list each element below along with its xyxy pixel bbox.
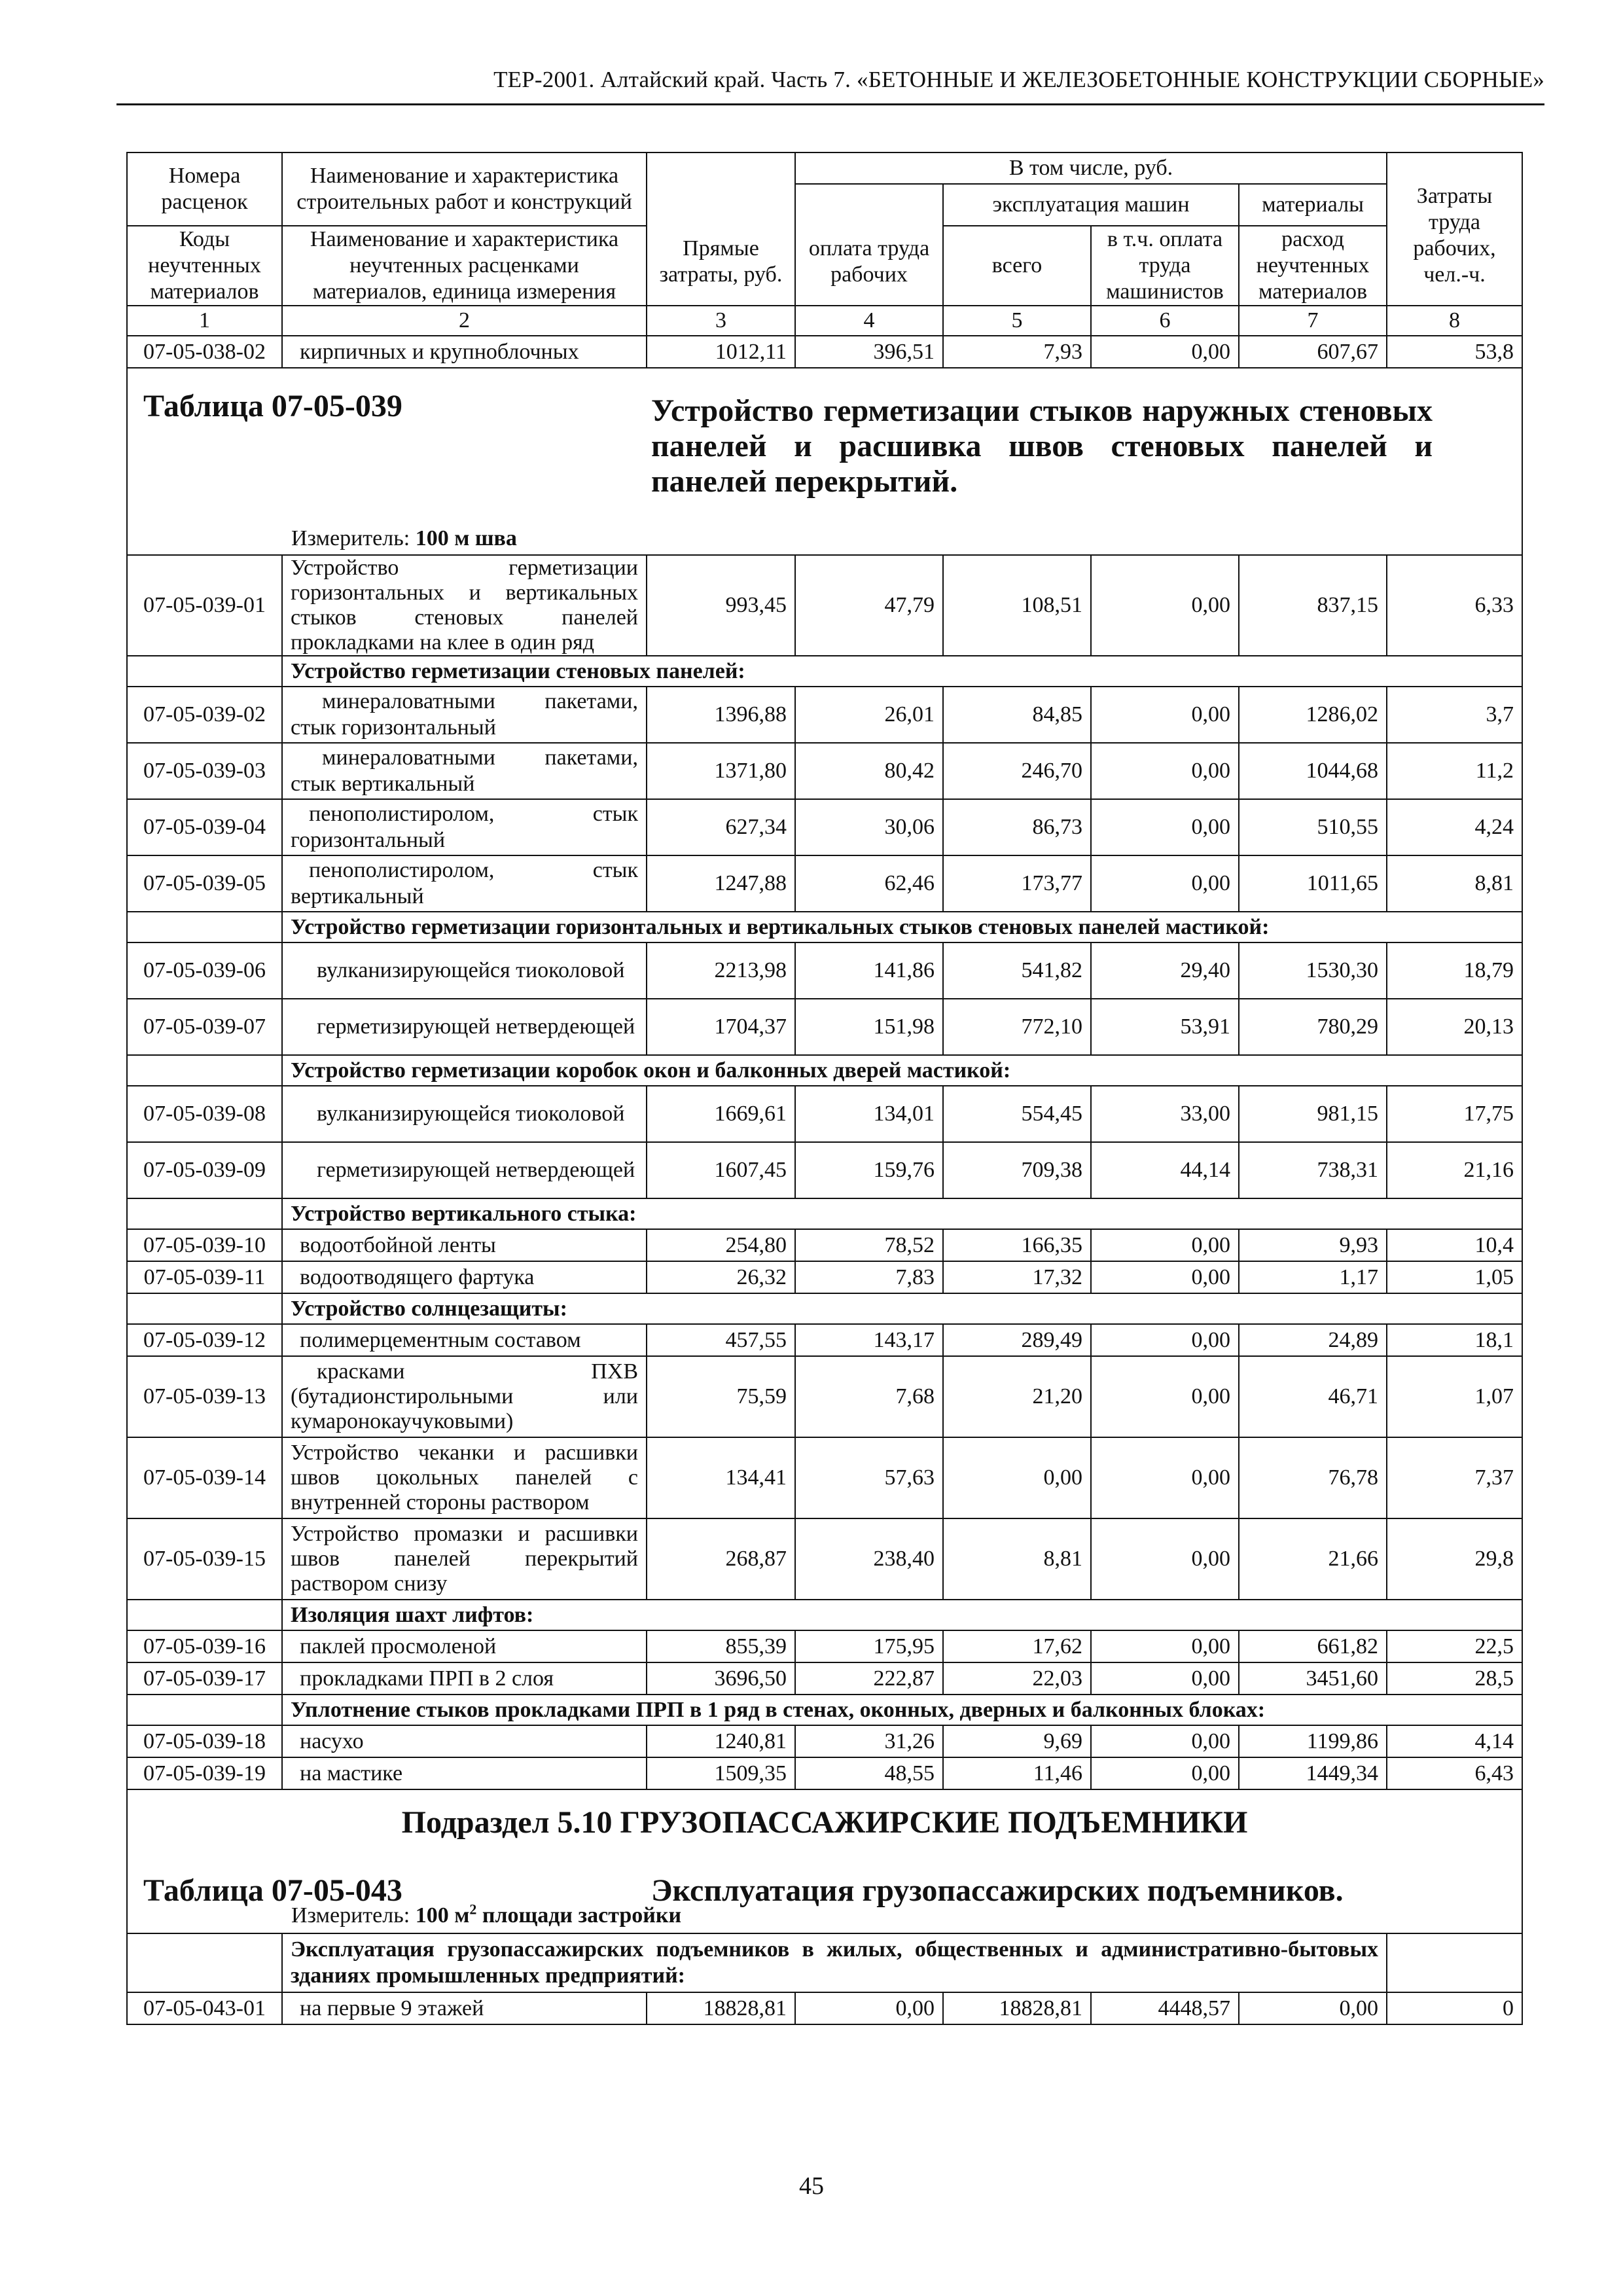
materials-value: 981,15 xyxy=(1239,1086,1387,1142)
table-row xyxy=(127,687,1522,743)
rate-code: 07-05-039-15 xyxy=(127,1518,282,1600)
direct-costs-value: 1371,80 xyxy=(647,743,795,799)
labor-hours-value: 20,13 xyxy=(1387,999,1522,1055)
machinist-pay-value: 0,00 xyxy=(1091,1662,1239,1695)
labor-hours-value: 29,8 xyxy=(1387,1518,1522,1600)
machine-total-value: 17,32 xyxy=(943,1261,1091,1293)
rate-name: Устройство герметизации горизонтальных и вертикальных стыков стеновых панелей прокладками на клее в один ряд xyxy=(282,555,647,656)
labor-hours-value: 10,4 xyxy=(1387,1229,1522,1261)
labor-pay-value: 222,87 xyxy=(795,1662,943,1695)
machine-total-value: 17,62 xyxy=(943,1630,1091,1662)
materials-value: 24,89 xyxy=(1239,1324,1387,1356)
col-number: 6 xyxy=(1091,306,1239,336)
labor-pay-value: 143,17 xyxy=(795,1324,943,1356)
materials-value: 1,17 xyxy=(1239,1261,1387,1293)
machinist-pay-value: 0,00 xyxy=(1091,1757,1239,1789)
machine-total-value: 86,73 xyxy=(943,799,1091,855)
labor-hours-value: 53,8 xyxy=(1387,336,1522,368)
col-material-names: Наименование и характеристика неучтенных расценками материалов, единица измерения xyxy=(282,226,647,306)
materials-value: 0,00 xyxy=(1239,1992,1387,2024)
rate-code: 07-05-039-01 xyxy=(127,555,282,656)
direct-costs-value: 855,39 xyxy=(647,1630,795,1662)
col-number: 8 xyxy=(1387,306,1522,336)
machinist-pay-value: 0,00 xyxy=(1091,1725,1239,1757)
rate-code: 07-05-039-03 xyxy=(127,743,282,799)
rate-code: 07-05-039-08 xyxy=(127,1086,282,1142)
labor-hours-value: 4,14 xyxy=(1387,1725,1522,1757)
machinist-pay-value: 0,00 xyxy=(1091,555,1239,656)
labor-hours-value: 4,24 xyxy=(1387,799,1522,855)
rate-name: на первые 9 этажей xyxy=(282,1992,647,2024)
section-title: Устройство герметизации коробок окон и балконных дверей мастикой: xyxy=(282,1055,1522,1086)
rate-code: 07-05-039-17 xyxy=(127,1662,282,1695)
machine-total-value: 21,20 xyxy=(943,1356,1091,1437)
rate-name: минераловатными пакетами, стык горизонтальный xyxy=(282,687,647,743)
rate-code: 07-05-039-06 xyxy=(127,942,282,999)
machinist-pay-value: 0,00 xyxy=(1091,336,1239,368)
direct-costs-value: 254,80 xyxy=(647,1229,795,1261)
rate-code: 07-05-039-12 xyxy=(127,1324,282,1356)
rate-name: водоотводящего фартука xyxy=(282,1261,647,1293)
machine-total-value: 108,51 xyxy=(943,555,1091,656)
measure-value: 100 $м^2$ площади застройки xyxy=(415,1901,682,1928)
section-row xyxy=(127,912,1522,942)
direct-costs-value: 268,87 xyxy=(647,1518,795,1600)
rate-name: прокладками ПРП в 2 слоя xyxy=(282,1662,647,1695)
materials-value: 837,15 xyxy=(1239,555,1387,656)
materials-value: 46,71 xyxy=(1239,1356,1387,1437)
rate-code: 07-05-039-07 xyxy=(127,999,282,1055)
table-row xyxy=(127,1142,1522,1198)
labor-pay-value: 134,01 xyxy=(795,1086,943,1142)
table-row xyxy=(127,743,1522,799)
column-header-row-1 xyxy=(127,152,1522,184)
col-number: 7 xyxy=(1239,306,1387,336)
rate-code: 07-05-039-14 xyxy=(127,1437,282,1518)
section-row xyxy=(127,656,1522,687)
rate-name: красками ПХВ (бутадионстирольными или кумаронокаучуковыми) xyxy=(282,1356,647,1437)
section-title: Устройство вертикального стыка: xyxy=(282,1198,1522,1229)
rate-name: кирпичных и крупноблочных xyxy=(282,336,647,368)
machine-total-value: 8,81 xyxy=(943,1518,1091,1600)
labor-pay-value: 7,83 xyxy=(795,1261,943,1293)
subsection-heading xyxy=(128,1790,1522,1933)
labor-pay-value: 141,86 xyxy=(795,942,943,999)
rate-name: вулканизирующейся тиоколовой xyxy=(282,942,647,999)
labor-pay-value: 47,79 xyxy=(795,555,943,656)
machine-total-value: 84,85 xyxy=(943,687,1091,743)
column-number-row xyxy=(127,306,1522,336)
materials-value: 21,66 xyxy=(1239,1518,1387,1600)
labor-hours-value: 11,2 xyxy=(1387,743,1522,799)
table-043-label: Таблица 07-05-043 xyxy=(143,1873,402,1908)
machine-total-value: 11,46 xyxy=(943,1757,1091,1789)
machine-total-value: 9,69 xyxy=(943,1725,1091,1757)
labor-hours-value: 18,79 xyxy=(1387,942,1522,999)
table-row xyxy=(127,1992,1522,2024)
rate-code: 07-05-039-13 xyxy=(127,1356,282,1437)
materials-value: 3451,60 xyxy=(1239,1662,1387,1695)
section-title: Эксплуатация грузопассажирских подъемников в жилых, общественных и административно-бытовых зданиях промышленных предприятий: xyxy=(282,1933,1387,1992)
labor-pay-value: 80,42 xyxy=(795,743,943,799)
machine-total-value: 166,35 xyxy=(943,1229,1091,1261)
col-labor-costs: Затраты труда рабочих, чел.-ч. xyxy=(1387,152,1522,306)
machinist-pay-value: 0,00 xyxy=(1091,1630,1239,1662)
col-material-codes: Коды неучтенных материалов xyxy=(127,226,282,306)
labor-hours-value: 28,5 xyxy=(1387,1662,1522,1695)
rate-code: 07-05-038-02 xyxy=(127,336,282,368)
machinist-pay-value: 29,40 xyxy=(1091,942,1239,999)
materials-value: 1199,86 xyxy=(1239,1725,1387,1757)
machinist-pay-value: 0,00 xyxy=(1091,743,1239,799)
rate-name: на мастике xyxy=(282,1757,647,1789)
table-043-title: Эксплуатация грузопассажирских подъемников. xyxy=(651,1873,1344,1908)
table-row xyxy=(127,1630,1522,1662)
direct-costs-value: 1396,88 xyxy=(647,687,795,743)
machine-total-value: 22,03 xyxy=(943,1662,1091,1695)
labor-pay-value: 31,26 xyxy=(795,1725,943,1757)
materials-value: 1530,30 xyxy=(1239,942,1387,999)
materials-value: 780,29 xyxy=(1239,999,1387,1055)
rate-code: 07-05-039-16 xyxy=(127,1630,282,1662)
machine-total-value: 0,00 xyxy=(943,1437,1091,1518)
labor-pay-value: 7,68 xyxy=(795,1356,943,1437)
materials-value: 661,82 xyxy=(1239,1630,1387,1662)
running-header: ТЕР-2001. Алтайский край. Часть 7. «БЕТОННЫЕ И ЖЕЛЕЗОБЕТОННЫЕ КОНСТРУКЦИИ СБОРНЫЕ» xyxy=(493,67,1544,92)
section-title: Устройство герметизации горизонтальных и вертикальных стыков стеновых панелей мастикой: xyxy=(282,912,1522,942)
machinist-pay-value: 4448,57 xyxy=(1091,1992,1239,2024)
table-row xyxy=(127,1356,1522,1437)
labor-pay-value: 26,01 xyxy=(795,687,943,743)
table-row xyxy=(127,555,1522,656)
col-machinist-pay: в т.ч. оплата труда машинистов xyxy=(1091,226,1239,306)
table-row xyxy=(127,1662,1522,1695)
materials-value: 1044,68 xyxy=(1239,743,1387,799)
materials-value: 76,78 xyxy=(1239,1437,1387,1518)
col-number: 5 xyxy=(943,306,1091,336)
col-machine-ops: эксплуатация машин xyxy=(943,184,1239,226)
table-039-heading xyxy=(128,368,1522,554)
labor-pay-value: 151,98 xyxy=(795,999,943,1055)
labor-pay-value: 0,00 xyxy=(795,1992,943,2024)
machine-total-value: 7,93 xyxy=(943,336,1091,368)
labor-hours-value: 6,43 xyxy=(1387,1757,1522,1789)
labor-hours-value: 21,16 xyxy=(1387,1142,1522,1198)
labor-hours-value: 1,07 xyxy=(1387,1356,1522,1437)
labor-hours-value: 17,75 xyxy=(1387,1086,1522,1142)
direct-costs-value: 2213,98 xyxy=(647,942,795,999)
machinist-pay-value: 0,00 xyxy=(1091,1356,1239,1437)
rate-code: 07-05-039-11 xyxy=(127,1261,282,1293)
direct-costs-value: 1607,45 xyxy=(647,1142,795,1198)
rate-code: 07-05-039-10 xyxy=(127,1229,282,1261)
table-039-measure: Измеритель: 100 м шва xyxy=(291,526,517,550)
table-row xyxy=(127,1757,1522,1789)
section-title: Устройство герметизации стеновых панелей: xyxy=(282,656,1522,687)
col-number: 4 xyxy=(795,306,943,336)
rate-name: пенополистиролом, стык вертикальный xyxy=(282,855,647,912)
direct-costs-value: 3696,50 xyxy=(647,1662,795,1695)
table-row xyxy=(127,855,1522,912)
col-number: 3 xyxy=(647,306,795,336)
rate-name: герметизирующей нетвердеющей xyxy=(282,1142,647,1198)
table-043-measure: Измеритель: 100 $м^2$ площади застройки xyxy=(291,1901,682,1928)
machinist-pay-value: 0,00 xyxy=(1091,1229,1239,1261)
labor-pay-value: 57,63 xyxy=(795,1437,943,1518)
direct-costs-value: 627,34 xyxy=(647,799,795,855)
machine-total-value: 289,49 xyxy=(943,1324,1091,1356)
direct-costs-value: 75,59 xyxy=(647,1356,795,1437)
machinist-pay-value: 0,00 xyxy=(1091,799,1239,855)
labor-hours-value: 22,5 xyxy=(1387,1630,1522,1662)
machinist-pay-value: 33,00 xyxy=(1091,1086,1239,1142)
table-row xyxy=(127,799,1522,855)
machine-total-value: 173,77 xyxy=(943,855,1091,912)
section-title: Устройство солнцезащиты: xyxy=(282,1293,1522,1324)
materials-value: 510,55 xyxy=(1239,799,1387,855)
rate-name: паклей просмоленой xyxy=(282,1630,647,1662)
direct-costs-value: 1704,37 xyxy=(647,999,795,1055)
rate-name: водоотбойной ленты xyxy=(282,1229,647,1261)
machine-total-value: 554,45 xyxy=(943,1086,1091,1142)
machinist-pay-value: 0,00 xyxy=(1091,1518,1239,1600)
materials-value: 1449,34 xyxy=(1239,1757,1387,1789)
section-row xyxy=(127,1293,1522,1324)
labor-pay-value: 62,46 xyxy=(795,855,943,912)
rate-code: 07-05-039-04 xyxy=(127,799,282,855)
rate-name: минераловатными пакетами, стык вертикальный xyxy=(282,743,647,799)
rate-name: герметизирующей нетвердеющей xyxy=(282,999,647,1055)
col-rate-numbers: Номера расценок xyxy=(127,152,282,226)
labor-pay-value: 48,55 xyxy=(795,1757,943,1789)
table-row xyxy=(127,1086,1522,1142)
table-row xyxy=(127,1437,1522,1518)
machinist-pay-value: 0,00 xyxy=(1091,855,1239,912)
direct-costs-value: 1509,35 xyxy=(647,1757,795,1789)
machine-total-value: 246,70 xyxy=(943,743,1091,799)
header-rule xyxy=(116,103,1544,105)
labor-hours-value: 0 xyxy=(1387,1992,1522,2024)
col-including: В том числе, руб. xyxy=(795,152,1387,184)
page-number: 45 xyxy=(799,2172,824,2200)
col-direct-costs: Прямые затраты, руб. xyxy=(647,152,795,306)
direct-costs-value: 134,41 xyxy=(647,1437,795,1518)
labor-hours-value: 18,1 xyxy=(1387,1324,1522,1356)
labor-hours-value: 6,33 xyxy=(1387,555,1522,656)
table-row xyxy=(127,942,1522,999)
table-row xyxy=(127,1518,1522,1600)
table-row xyxy=(127,1324,1522,1356)
col-total: всего xyxy=(943,226,1091,306)
machinist-pay-value: 0,00 xyxy=(1091,687,1239,743)
section-title: Уплотнение стыков прокладками ПРП в 1 ряд в стенах, оконных, дверных и балконных блоках: xyxy=(282,1695,1522,1725)
rate-code: 07-05-039-19 xyxy=(127,1757,282,1789)
direct-costs-value: 1247,88 xyxy=(647,855,795,912)
rate-name: Устройство чеканки и расшивки швов цокольных панелей с внутренней стороны раствором xyxy=(282,1437,647,1518)
rate-code: 07-05-039-05 xyxy=(127,855,282,912)
table-row xyxy=(127,999,1522,1055)
rate-code: 07-05-039-18 xyxy=(127,1725,282,1757)
section-row xyxy=(127,1933,1522,1992)
machinist-pay-value: 0,00 xyxy=(1091,1324,1239,1356)
labor-hours-value: 3,7 xyxy=(1387,687,1522,743)
labor-pay-value: 396,51 xyxy=(795,336,943,368)
materials-value: 9,93 xyxy=(1239,1229,1387,1261)
table-row xyxy=(127,1261,1522,1293)
labor-hours-value: 8,81 xyxy=(1387,855,1522,912)
table-row xyxy=(127,1229,1522,1261)
machine-total-value: 709,38 xyxy=(943,1142,1091,1198)
rate-name: вулканизирующейся тиоколовой xyxy=(282,1086,647,1142)
labor-hours-value: 7,37 xyxy=(1387,1437,1522,1518)
labor-pay-value: 30,06 xyxy=(795,799,943,855)
machine-total-value: 772,10 xyxy=(943,999,1091,1055)
direct-costs-value: 1240,81 xyxy=(647,1725,795,1757)
section-row xyxy=(127,1600,1522,1630)
direct-costs-value: 1669,61 xyxy=(647,1086,795,1142)
direct-costs-value: 18828,81 xyxy=(647,1992,795,2024)
labor-hours-value: 1,05 xyxy=(1387,1261,1522,1293)
section-row xyxy=(127,1695,1522,1725)
subsection-heading-row xyxy=(127,1789,1522,1933)
labor-pay-value: 159,76 xyxy=(795,1142,943,1198)
col-labor-pay: оплата труда рабочих xyxy=(795,184,943,306)
machinist-pay-value: 53,91 xyxy=(1091,999,1239,1055)
section-row xyxy=(127,1055,1522,1086)
materials-value: 607,67 xyxy=(1239,336,1387,368)
measure-value: 100 м шва xyxy=(415,526,517,550)
direct-costs-value: 26,32 xyxy=(647,1261,795,1293)
col-unaccounted-materials: расход неучтенных материалов xyxy=(1239,226,1387,306)
rate-name: насухо xyxy=(282,1725,647,1757)
materials-value: 1011,65 xyxy=(1239,855,1387,912)
labor-pay-value: 175,95 xyxy=(795,1630,943,1662)
rate-name: полимерцементным составом xyxy=(282,1324,647,1356)
machinist-pay-value: 44,14 xyxy=(1091,1142,1239,1198)
direct-costs-value: 993,45 xyxy=(647,555,795,656)
materials-value: 738,31 xyxy=(1239,1142,1387,1198)
col-materials: материалы xyxy=(1239,184,1387,226)
machine-total-value: 18828,81 xyxy=(943,1992,1091,2024)
direct-costs-value: 1012,11 xyxy=(647,336,795,368)
machine-total-value: 541,82 xyxy=(943,942,1091,999)
rate-name: пенополистиролом, стык горизонтальный xyxy=(282,799,647,855)
machinist-pay-value: 0,00 xyxy=(1091,1261,1239,1293)
direct-costs-value: 457,55 xyxy=(647,1324,795,1356)
section-row xyxy=(127,1198,1522,1229)
rate-code: 07-05-039-02 xyxy=(127,687,282,743)
materials-value: 1286,02 xyxy=(1239,687,1387,743)
labor-pay-value: 78,52 xyxy=(795,1229,943,1261)
rate-code: 07-05-043-01 xyxy=(127,1992,282,2024)
col-number: 1 xyxy=(127,306,282,336)
rate-name: Устройство промазки и расшивки швов панелей перекрытий раствором снизу xyxy=(282,1518,647,1600)
machinist-pay-value: 0,00 xyxy=(1091,1437,1239,1518)
col-work-name: Наименование и характеристика строительных работ и конструкций xyxy=(282,152,647,226)
table-039-title: Устройство герметизации стыков наружных стеновых панелей и расшивка швов стеновых панелей и панелей перекрытий. xyxy=(651,393,1433,499)
table-row xyxy=(127,1725,1522,1757)
table-039-label: Таблица 07-05-039 xyxy=(143,389,402,423)
section-title: Изоляция шахт лифтов: xyxy=(282,1600,1522,1630)
col-number: 2 xyxy=(282,306,647,336)
subsection-title: Подраздел 5.10 ГРУЗОПАССАЖИРСКИЕ ПОДЪЕМНИКИ xyxy=(401,1805,1248,1840)
rates-table xyxy=(126,152,1523,2025)
table-039-heading-row xyxy=(127,368,1522,555)
labor-pay-value: 238,40 xyxy=(795,1518,943,1600)
rate-code: 07-05-039-09 xyxy=(127,1142,282,1198)
table-row xyxy=(127,336,1522,368)
